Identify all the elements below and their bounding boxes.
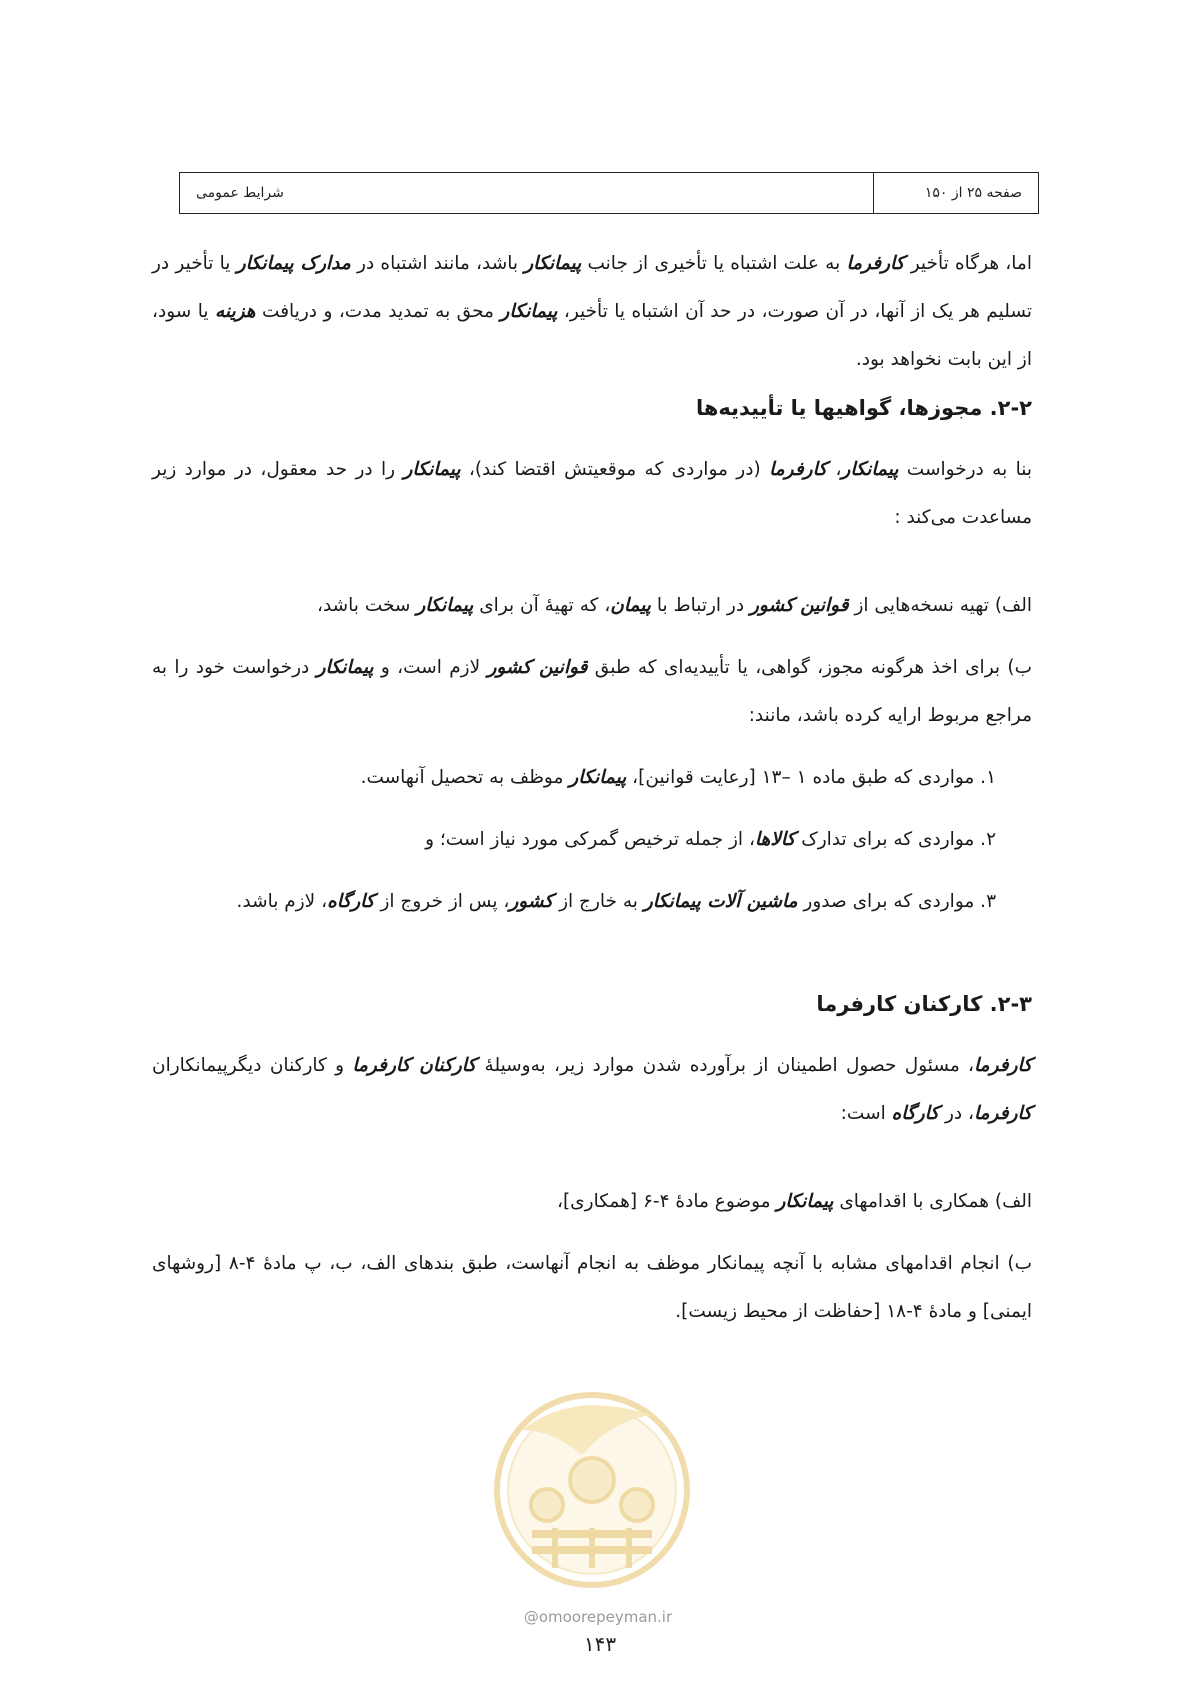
paragraph-delay: اما، هرگاه تأخیر کارفرما به علت اشتباه یا تأخیری از جانب پیمانکار باشد، مانند اشتباه در مدارک پیمانکار یا تأخیر در تسلیم هر یک از آنها، در آن صورت، در حد آن اشتباه یا تأخیر، پیمانکار محق به تمدید مدت، و دریافت هزینه یا سود، از این بابت نخواهد بود. (152, 253, 1032, 370)
header-page-info: صفحه ۲۵ از ۱۵۰ (873, 173, 1038, 213)
list-item-2: ۲. مواردی که برای تدارک کالاها، از جمله ترخیص گمرکی مورد نیاز است؛ و (425, 829, 996, 850)
section-heading-2-3: ۲-۳. کارکنان کارفرما (816, 992, 1032, 1016)
page-header (179, 172, 1039, 214)
watermark-text: @omoorepeyman.ir (523, 1608, 673, 1626)
item-be-permits: ب) برای اخذ هرگونه مجوز، گواهی، یا تأییدیه‌ای که طبق قوانین کشور لازم است، و پیمانکار درخواست خود را به مراجع مربوط ارایه کرده باشد، مانند: (152, 657, 1032, 726)
list-item-1: ۱. مواردی که طبق ماده ۱ –۱۳ [رعایت قوانین]، پیمانکار موظف به تحصیل آنهاست. (360, 767, 996, 788)
page-number: ۱۴۳ (583, 1632, 617, 1656)
item-alef-cooperation: الف) همکاری با اقدامهای پیمانکار موضوع مادهٔ ۴-۶ [همکاری]، (556, 1191, 1032, 1212)
watermark-logo (492, 1360, 692, 1600)
paragraph-employer-personnel: کارفرما، مسئول حصول اطمینان از برآورده شدن موارد زیر، به‌وسیلهٔ کارکنان کارفرما و کارکنان دیگرپیمانکاران کارفرما، در کارگاه است: (152, 1055, 1033, 1124)
paragraph-assistance: بنا به درخواست پیمانکار، کارفرما (در مواردی که موقعیتش اقتضا کند)، پیمانکار را در حد معقول، در موارد زیر مساعدت می‌کند : (152, 459, 1032, 528)
list-item-3: ۳. مواردی که برای صدور ماشین آلات پیمانکار به خارج از کشور، پس از خروج از کارگاه، لازم باشد. (236, 891, 996, 912)
item-alef-laws: الف) تهیه نسخه‌هایی از قوانین کشور در ارتباط با پیمان، که تهیهٔ آن برای پیمانکار سخت باشد، (316, 595, 1032, 616)
section-heading-2-2: ۲-۲. مجوزها، گواهیها یا تأییدیه‌ها (695, 396, 1032, 420)
item-be-safety: ب) انجام اقدامهای مشابه با آنچه پیمانکار موظف به انجام آنهاست، طبق بندهای الف، ب، پ مادهٔ ۴-۸ [روشهای ایمنی] و مادهٔ ۴-۱۸ [حفاظت از محیط زیست]. (152, 1253, 1032, 1322)
header-section-name: شرایط عمومی (196, 185, 284, 201)
document-body (152, 240, 1032, 1336)
